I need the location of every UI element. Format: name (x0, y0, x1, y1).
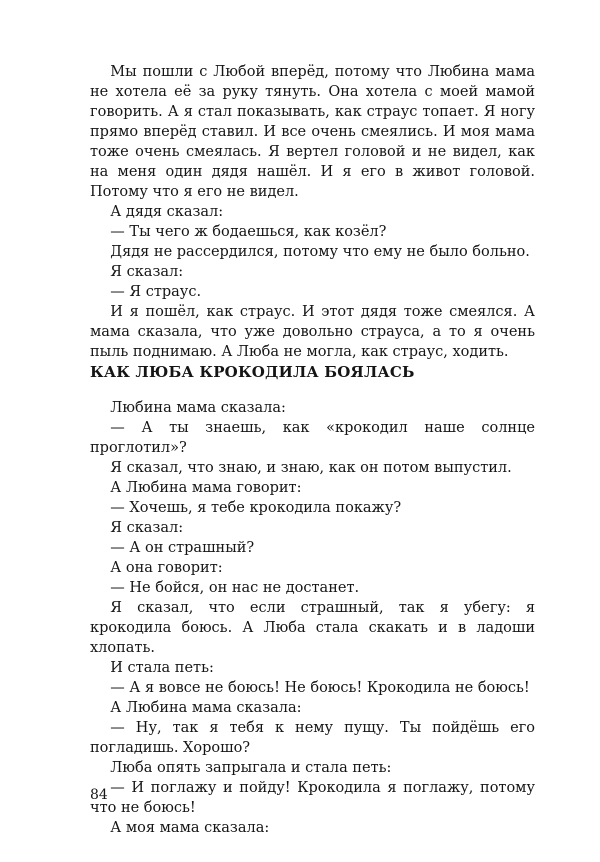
dialogue-line: — А ты знаешь, как «крокодил наше солнце проглотил»? (90, 420, 535, 456)
paragraph: И я пошёл, как страус. И этот дядя тоже смеялся. А мама сказала, что уже довольно страуса, а то я очень пыль поднимаю. А Люба не могла, как страус, ходить. (90, 304, 535, 360)
paragraph: Я сказал: (110, 264, 184, 280)
dialogue-line: — Ну, так я тебя к нему пущу. Ты пойдёшь его погладишь. Хорошо? (90, 720, 535, 756)
paragraph: А дядя сказал: (110, 204, 224, 220)
story-text-part1 (90, 62, 535, 362)
paragraph: Я сказал, что если страшный, так я убегу: я крокодила боюсь. А Люба стала скакать и в ладоши хлопать. (90, 600, 535, 656)
paragraph: А она говорит: (110, 560, 223, 576)
dialogue-line: — Я страус. (110, 284, 202, 300)
page-number: 84 (90, 787, 108, 803)
paragraph: Дядя не рассердился, потому что ему не было больно. (110, 244, 530, 260)
paragraph: Любина мама сказала: (110, 400, 286, 416)
dialogue-line: — А я вовсе не боюсь! Не боюсь! Крокодила не боюсь! (110, 680, 530, 696)
chapter-heading: КАК ЛЮБА КРОКОДИЛА БОЯЛАСЬ (90, 363, 415, 381)
paragraph: Мы пошли с Любой вперёд, потому что Любина мама не хотела её за руку тянуть. Она хотела с моей мамой говорить. А я стал показывать, как страус топает. Я ногу прямо вперёд ставил. И все очень смеялись. И моя мама тоже очень смеялась. Я вертел головой и не видел, как на меня один дядя нашёл. И я его в живот головой. Потому что я его не видел. (90, 64, 535, 200)
story-text-part2 (90, 398, 535, 838)
dialogue-line: — А он страшный? (110, 540, 255, 556)
paragraph: А Любина мама сказала: (110, 700, 302, 716)
paragraph: А моя мама сказала: (110, 820, 270, 836)
dialogue-line: — Хочешь, я тебе крокодила покажу? (110, 500, 402, 516)
dialogue-line: — И поглажу и пойду! Крокодила я поглажу, потому что не боюсь! (90, 780, 535, 816)
dialogue-line: — Не бойся, он нас не достанет. (110, 580, 360, 596)
paragraph: Люба опять запрыгала и стала петь: (110, 760, 392, 776)
paragraph: Я сказал: (110, 520, 184, 536)
paragraph: И стала петь: (110, 660, 214, 676)
dialogue-line: — Ты чего ж бодаешься, как козёл? (110, 224, 387, 240)
paragraph: Я сказал, что знаю, и знаю, как он потом выпустил. (110, 460, 512, 476)
paragraph: А Любина мама говорит: (110, 480, 302, 496)
